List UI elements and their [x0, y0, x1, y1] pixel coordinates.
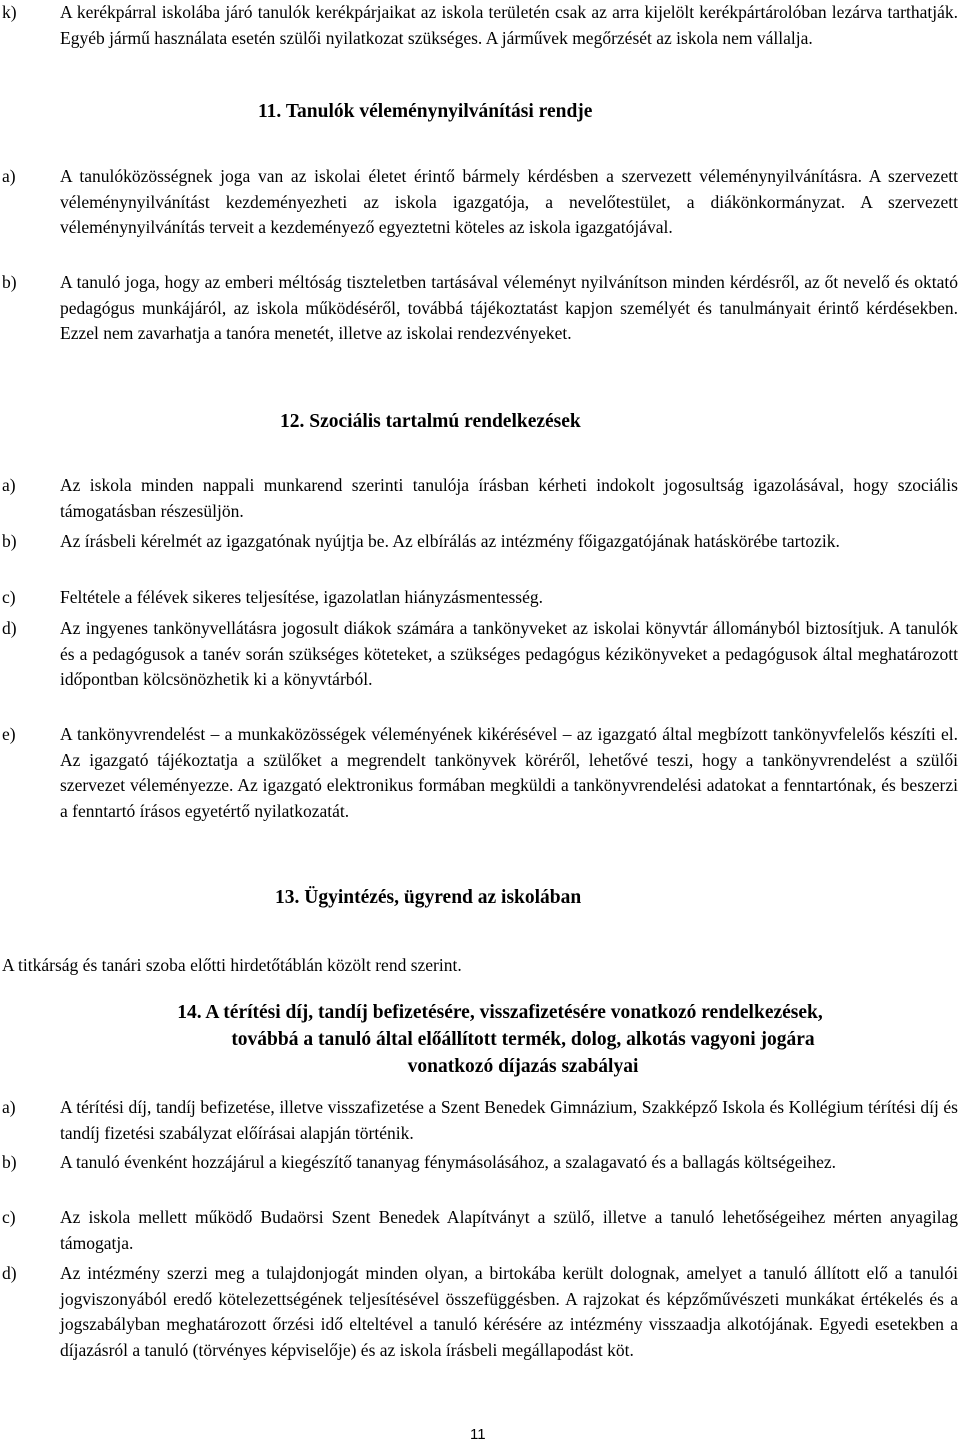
item-label: b) — [2, 1152, 17, 1172]
section-title-line-1: 14. A térítési díj, tandíj befizetésére, visszafizetésére vonatkozó rendelkezések, — [177, 1002, 823, 1023]
list-item — [2, 0, 958, 51]
list-item — [2, 164, 958, 241]
paragraph: A titkárság és tanári szoba előtti hirdetőtáblán közölt rend szerint. — [2, 955, 462, 975]
item-text: Az intézmény szerzi meg a tulajdonjogát minden olyan, a birtokába került dolognak, amelyet a tanuló állított elő a tanulói jogviszonyából eredő kötelezettségének teljesítésével összefüggésben. A rajzokat és képzőművészeti munkákat értékelés és a jogszabályban meghatározott őrzési idő elteltével a tanuló kérésére az intézmény visszaadja alkotójának. Egyedi esetekben a díjazásról a tanuló (törvényes képviselője) és az iskola írásbeli megállapodást köt. — [60, 1263, 958, 1360]
list-item — [2, 616, 958, 693]
item-label: b) — [2, 272, 17, 292]
item-text: A tanulóközösségnek joga van az iskolai életet érintő bármely kérdésben a szervezett véleménynyilvánításra. A szervezett véleménynyilvánítást kezdeményezheti az iskola igazgatója, a nevelőtestület, a diákönkormányzat. A szervezett véleménynyilvánítás terveit a kezdeményező egyeztetni köteles az iskola igazgatójával. — [60, 166, 958, 237]
item-label: c) — [2, 587, 16, 607]
list-item — [2, 585, 958, 611]
list-item — [2, 270, 958, 347]
item-text: A tanuló évenként hozzájárul a kiegészítő tananyag fénymásolásához, a szalagavató és a ballagás költségeihez. — [60, 1152, 836, 1172]
item-label: b) — [2, 531, 17, 551]
section-title: 12. Szociális tartalmú rendelkezések — [280, 411, 581, 432]
item-label: a) — [2, 475, 16, 495]
item-text: Feltétele a félévek sikeres teljesítése, igazolatlan hiányzásmentesség. — [60, 587, 543, 607]
item-text: Az ingyenes tankönyvellátásra jogosult diákok számára a tankönyveket az iskolai könyvtár állományból biztosítjuk. A tanulók és a pedagógusok a tanév során szükséges köteteket, a szükséges pedagógus kézikönyveket a pedagógusok által meghatározott időpontban kölcsönözhetik ki a könyvtárból. — [60, 618, 958, 689]
item-text: A tankönyvrendelést – a munkaközösségek véleményének kikérésével – az igazgató által megbízott tankönyvfelelős készíti el. Az igazgató tájékoztatja a szülőket a megrendelt tankönyvek köréről, lehetővé teszi, hogy a tankönyvrendelést a szülői szervezet véleményezze. Az igazgató elektronikus formában megküldi a tankönyvrendelési adatokat a fenntartónak, és beszerzi a fenntartó írásos egyetértő nyilatkozatát. — [60, 724, 958, 821]
item-label: a) — [2, 1097, 16, 1117]
page-number: 11 — [470, 1426, 486, 1443]
item-text: Az írásbeli kérelmét az igazgatónak nyújtja be. Az elbírálás az intézmény főigazgatójának hatáskörébe tartozik. — [60, 531, 840, 551]
section-title: 13. Ügyintézés, ügyrend az iskolában — [275, 887, 582, 908]
item-label: a) — [2, 166, 16, 186]
section-title: 11. Tanulók véleménynyilvánítási rendje — [258, 101, 593, 122]
section-title-line-2: továbbá a tanuló által előállított termék, dolog, alkotás vagyoni jogára — [231, 1029, 815, 1050]
item-text: Az iskola minden nappali munkarend szerinti tanulója írásban kérheti indokolt jogosultság igazolásával, hogy szociális támogatásban részesüljön. — [60, 475, 958, 521]
section-title-line-3: vonatkozó díjazás szabályai — [407, 1056, 639, 1077]
item-text: A térítési díj, tandíj befizetése, illetve visszafizetése a Szent Benedek Gimnázium, Szakképző Iskola és Kollégium térítési díj és tandíj fizetési szabályzat előírásai alapján történik. — [60, 1097, 958, 1143]
item-label: d) — [2, 1263, 17, 1283]
list-item — [2, 529, 958, 555]
list-item — [2, 1095, 958, 1146]
item-label: c) — [2, 1207, 16, 1227]
list-item — [2, 1261, 958, 1363]
item-label: k) — [2, 2, 17, 22]
list-item — [2, 1150, 958, 1176]
list-item — [2, 722, 958, 824]
item-text: A tanuló joga, hogy az emberi méltóság tiszteletben tartásával véleményt nyilvánítson minden kérdésről, az őt nevelő és oktató pedagógus munkájáról, az iskola működéséről, továbbá tájékoztatást kapjon személyét és tanulmányait érintő kérdésekben. Ezzel nem zavarhatja a tanóra menetét, illetve az iskolai rendezvényeket. — [60, 272, 958, 343]
list-item — [2, 473, 958, 524]
item-text: A kerékpárral iskolába járó tanulók kerékpárjaikat az iskola területén csak az arra kijelölt kerékpártárolóban lezárva tarthatják. Egyéb jármű használata esetén szülői nyilatkozat szükséges. A járművek megőrzését az iskola nem vállalja. — [60, 2, 958, 48]
item-label: e) — [2, 724, 16, 744]
list-item — [2, 1205, 958, 1256]
item-label: d) — [2, 618, 17, 638]
item-text: Az iskola mellett működő Budaörsi Szent Benedek Alapítványt a szülő, illetve a tanuló lehetőségeihez mérten anyagilag támogatja. — [60, 1207, 958, 1253]
